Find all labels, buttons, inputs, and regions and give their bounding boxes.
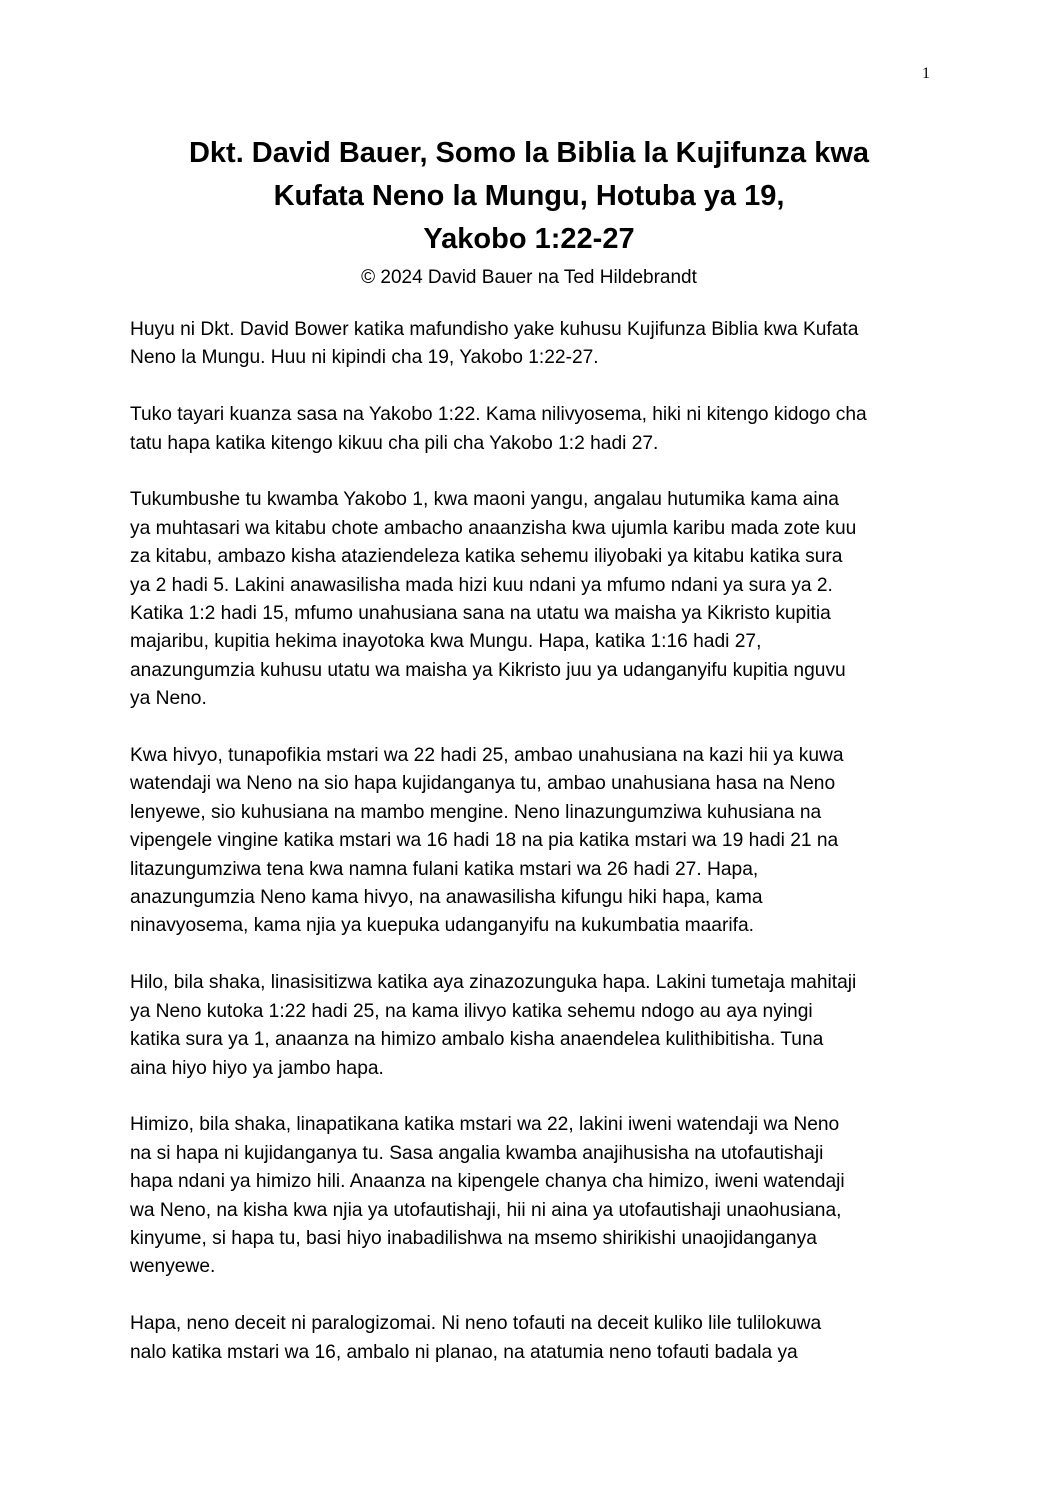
paragraph-line: tatu hapa katika kitengo kikuu cha pili cha Yakobo 1:2 hadi 27.	[130, 432, 659, 454]
title-block	[130, 132, 928, 291]
paragraph-line: vipengele vingine katika mstari wa 16 hadi 18 na pia katika mstari wa 19 hadi 21 na	[130, 830, 839, 852]
paragraph-line: anazungumzia kuhusu utatu wa maisha ya Kikristo juu ya udanganyifu kupitia nguvu	[130, 659, 846, 681]
paragraph-line: Neno la Mungu. Huu ni kipindi cha 19, Yakobo 1:22-27.	[130, 347, 599, 369]
paragraph-line: Katika 1:2 hadi 15, mfumo unahusiana sana na utatu wa maisha ya Kikristo kupitia	[130, 603, 831, 625]
title-line: Kufata Neno la Mungu, Hotuba ya 19,	[273, 180, 785, 212]
paragraph-line: ya muhtasari wa kitabu chote ambacho anaanzisha kwa ujumla karibu mada zote kuu	[130, 517, 857, 539]
paragraph	[130, 742, 930, 941]
paragraph-line: wenyewe.	[130, 1256, 216, 1278]
paragraph-line: majaribu, kupitia hekima inayotoka kwa Mungu. Hapa, katika 1:16 hadi 27,	[130, 631, 762, 653]
copyright-notice: © 2024 David Bauer na Ted Hildebrandt	[361, 267, 697, 288]
paragraph	[130, 486, 930, 713]
paragraph-line: Huyu ni Dkt. David Bower katika mafundisho yake kuhusu Kujifunza Biblia kwa Kufata	[130, 319, 859, 340]
paragraph-line: watendaji wa Neno na sio hapa kujidanganya tu, ambao unahusiana hasa na Neno	[130, 773, 836, 795]
paragraph-line: Tukumbushe tu kwamba Yakobo 1, kwa maoni yangu, angalau hutumika kama aina	[130, 489, 839, 511]
paragraph-line: Hapa, neno deceit ni paralogizomai. Ni neno tofauti na deceit kuliko lile tulilokuwa	[130, 1313, 822, 1335]
paragraph-line: ya Neno.	[130, 688, 207, 710]
paragraph-line: ya Neno kutoka 1:22 hadi 25, na kama ilivyo katika sehemu ndogo au aya nyingi	[130, 1000, 813, 1022]
paragraph	[130, 1310, 930, 1367]
paragraph-line: nalo katika mstari wa 16, ambalo ni planao, na atatumia neno tofauti badala ya	[130, 1341, 798, 1363]
paragraph-line: ya 2 hadi 5. Lakini anawasilisha mada hizi kuu ndani ya mfumo ndani ya sura ya 2.	[130, 574, 833, 596]
paragraph	[130, 1111, 930, 1281]
title-line: Yakobo 1:22-27	[423, 223, 635, 255]
paragraph-line: hapa ndani ya himizo hili. Anaanza na kipengele chanya cha himizo, iweni watendaji	[130, 1171, 845, 1193]
title-line: Dkt. David Bauer, Somo la Biblia la Kujifunza kwa	[188, 137, 870, 169]
body-text	[130, 316, 930, 1395]
paragraph-line: lenyewe, sio kuhusiana na mambo mengine. Neno linazungumziwa kuhusiana na	[130, 801, 822, 823]
paragraph	[130, 969, 930, 1083]
paragraph-line: wa Neno, na kisha kwa njia ya utofautishaji, hii ni aina ya utofautishaji unaohusiana,	[130, 1199, 842, 1221]
page-number: 1	[922, 65, 930, 82]
paragraph	[130, 401, 930, 458]
paragraph-line: litazungumziwa tena kwa namna fulani katika mstari wa 26 hadi 27. Hapa,	[130, 858, 759, 880]
paragraph-line: za kitabu, ambazo kisha ataziendeleza katika sehemu iliyobaki ya kitabu katika sura	[130, 546, 843, 568]
paragraph-line: aina hiyo hiyo ya jambo hapa.	[130, 1057, 384, 1079]
paragraph-line: Tuko tayari kuanza sasa na Yakobo 1:22. Kama nilivyosema, hiki ni kitengo kidogo cha	[130, 404, 867, 426]
paragraph-line: na si hapa ni kujidanganya tu. Sasa angalia kwamba anajihusisha na utofautishaji	[130, 1142, 824, 1164]
paragraph-line: anazungumzia Neno kama hivyo, na anawasilisha kifungu hiki hapa, kama	[130, 887, 763, 909]
paragraph-line: Kwa hivyo, tunapofikia mstari wa 22 hadi 25, ambao unahusiana na kazi hii ya kuwa	[130, 745, 844, 767]
paragraph	[130, 316, 930, 373]
paragraph-line: katika sura ya 1, anaanza na himizo ambalo kisha anaendelea kulithibitisha. Tuna	[130, 1029, 824, 1051]
paragraph-line: kinyume, si hapa tu, basi hiyo inabadilishwa na msemo shirikishi unaojidanganya	[130, 1227, 817, 1249]
paragraph-line: Himizo, bila shaka, linapatikana katika mstari wa 22, lakini iweni watendaji wa Neno	[130, 1114, 840, 1136]
paragraph-line: ninavyosema, kama njia ya kuepuka udanganyifu na kukumbatia maarifa.	[130, 915, 754, 937]
paragraph-line: Hilo, bila shaka, linasisitizwa katika aya zinazozunguka hapa. Lakini tumetaja mahitaji	[130, 972, 857, 994]
